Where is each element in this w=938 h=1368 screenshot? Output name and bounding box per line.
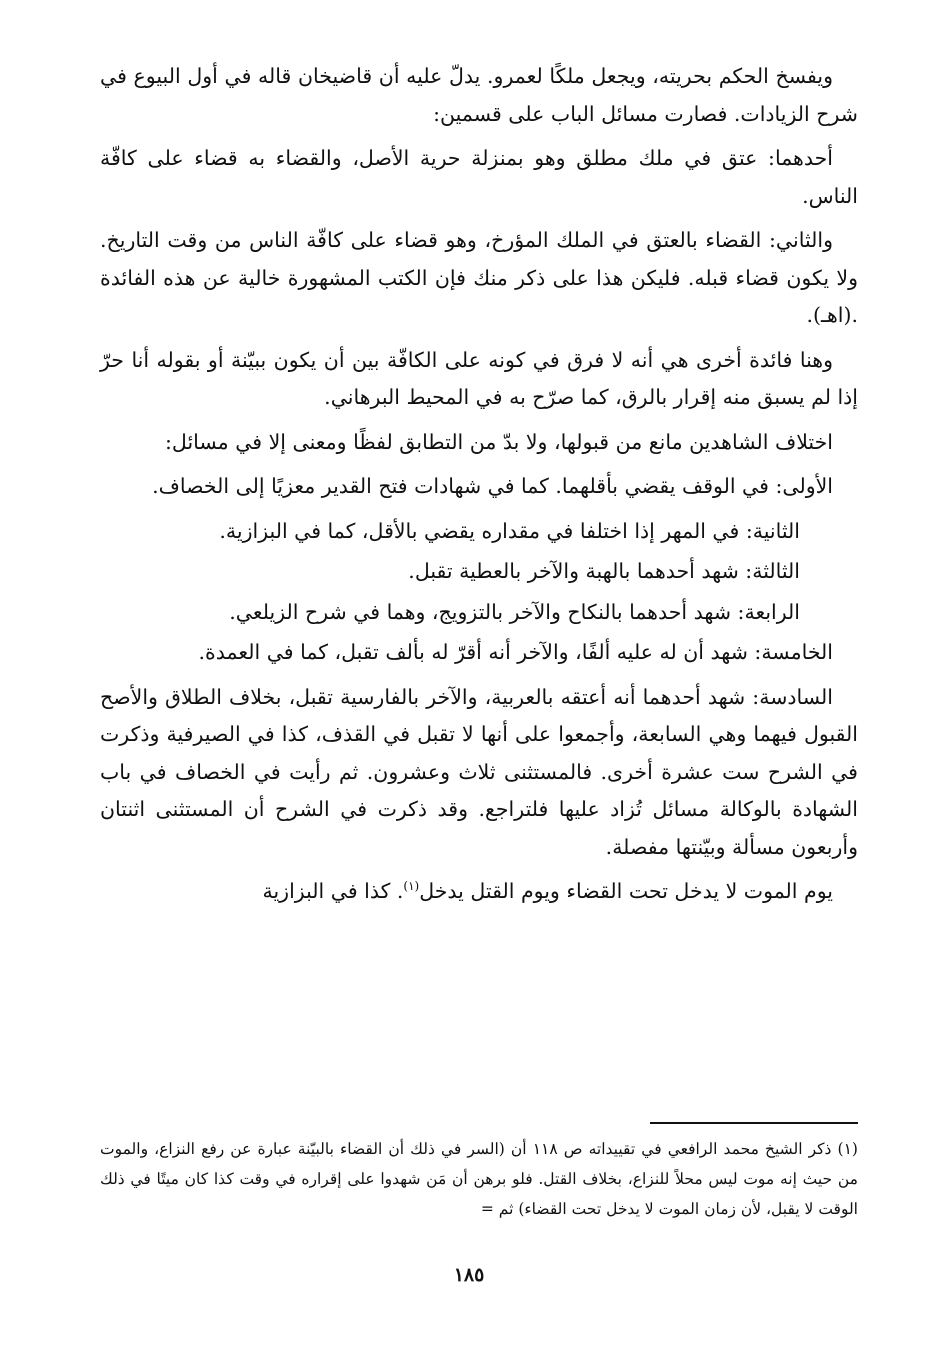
footnote-line: النزاع، والموت من حيث إنه موت ليس محلاً للنزاع، بخلاف القتل. فلو برهن أن مَن شهدوا على: [100, 1140, 858, 1188]
paragraph-12: [100, 873, 858, 911]
line: أحدهما: عتق في ملك مطلق وهو بمنزلة حرية الأصل، والقضاء به قضاء على: [147, 146, 833, 170]
line: كذا في الصيرفية وذكرت في الشرح ست عشرة أخرى. فالمستثنى ثلاث وعشرون. ثم: [100, 722, 858, 784]
line: رأيت في الخصاف في باب الشهادة بالوكالة مسائل تُزاد عليها فلتراجع. وقد ذكرت: [100, 759, 858, 821]
line: الرابعة: شهد أحدهما بالنكاح والآخر بالتزويج، وهما في شرح الزيلعي.: [229, 599, 800, 624]
footnote-reference[interactable]: (١): [403, 879, 420, 894]
line: الطلاق والأصح القبول فيهما وهي السابعة، وأجمعوا على أنها لا تقبل في القذف،: [100, 684, 858, 746]
line: وقت التاريخ. ولا يكون قضاء قبله. فليكن هذا على ذكر منك فإن الكتب المشهورة: [100, 228, 858, 290]
paragraph-5: [100, 424, 858, 462]
line: ويفسخ الحكم بحريته، ويجعل ملكًا لعمرو. يدلّ عليه أن قاضيخان قاله في أول: [187, 64, 833, 88]
line: مسائل:: [165, 429, 229, 454]
line: اختلاف الشاهدين مانع من قبولها، ولا بدّ من التطابق لفظًا ومعنى إلا في: [235, 429, 833, 454]
page-number: ١٨٥: [453, 1264, 485, 1286]
paragraph-11: [100, 679, 858, 867]
paragraph-4: [100, 342, 858, 417]
line: الثالثة: شهد أحدهما بالهبة والآخر بالعطية تقبل.: [408, 559, 800, 583]
paragraph-1: [100, 58, 858, 133]
line: العمدة.: [198, 640, 261, 664]
footnote-line: ذكر الشيخ محمد الرافعي في تقييداته ص ١١٨ أن (السر في ذلك أن القضاء بالبيّنة عبارة عن رفع: [201, 1140, 832, 1158]
main-text: [100, 58, 858, 918]
paragraph-7: [100, 513, 858, 551]
line: يوم الموت لا يدخل تحت القضاء ويوم القتل يدخل: [419, 879, 833, 903]
line: والثاني: القضاء بالعتق في الملك المؤرخ، وهو قضاء على كافّة الناس من: [214, 228, 833, 252]
footnote-marker: (١): [837, 1140, 858, 1158]
paragraph-6: [100, 468, 858, 506]
line: في الشرح أن المستثنى اثنتان وأربعون مسألة وبيّنتها مفصلة.: [100, 797, 858, 859]
line: الثانية: في المهر إذا اختلفا في مقداره يقضي بالأقل، كما في البزازية.: [219, 518, 800, 543]
line: بقوله أنا حرّ إذا لم يسبق منه إقرار بالرق، كما صرّح به في المحيط البرهاني.: [100, 347, 858, 409]
line: وهنا فائدة أخرى هي أنه لا فرق في كونه على الكافّة بين أن يكون ببيّنة أو: [207, 347, 833, 372]
line: كافّة الناس.: [100, 146, 858, 208]
paragraph-10: [100, 634, 858, 672]
line: خالية عن هذه الفائدة .(اهـ).: [100, 265, 858, 327]
line: البيوع في شرح الزيادات. فصارت مسائل الباب على قسمين:: [100, 64, 858, 126]
line: الخامسة: شهد أن له عليه ألفًا، والآخر أنه أقرّ له بألف تقبل، كما في: [266, 640, 833, 664]
footnote-divider: [650, 1122, 858, 1124]
paragraph-3: [100, 222, 858, 335]
paragraph-2: [100, 140, 858, 215]
paragraph-8: [100, 553, 858, 591]
footnote-line: إقراره في وقت كذا كان ميتًا في ذلك الوقت لا يقبل، لأن زمان الموت لا يدخل تحت القضاء) ثم =: [100, 1170, 858, 1218]
line: الأولى: في الوقف يقضي بأقلهما. كما في شهادات فتح القدير معزيًا إلى: [235, 474, 833, 498]
line: الخصاف.: [152, 474, 230, 498]
footnote: [100, 1134, 858, 1224]
line: السادسة: شهد أحدهما أنه أعتقه بالعربية، والآخر بالفارسية تقبل، بخلاف: [229, 684, 833, 709]
line-tail: . كذا في البزازية: [262, 879, 404, 903]
paragraph-9: [100, 594, 858, 632]
